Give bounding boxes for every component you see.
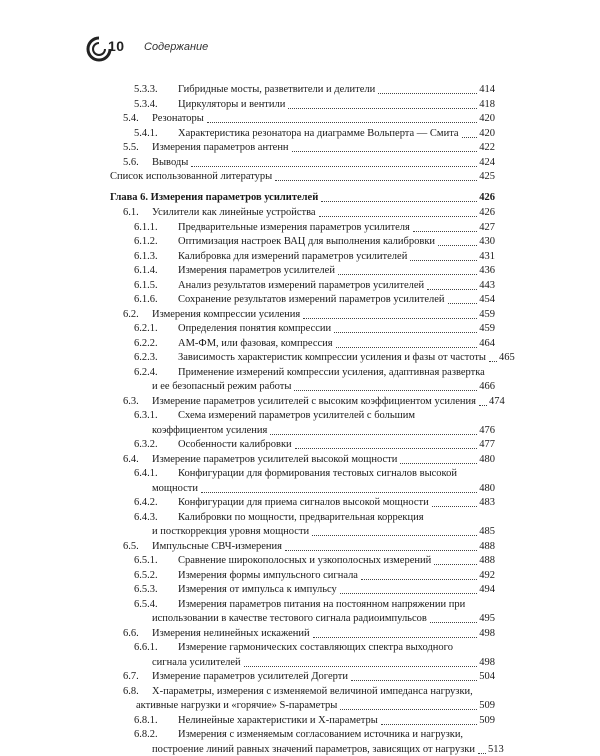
toc-number: 5.3.4. [134,98,158,110]
toc-page-number: 494 [479,584,495,595]
toc-entry [110,191,495,204]
toc-entry [134,467,495,480]
toc-title: Измерения параметров усилителей [178,265,335,276]
toc-number: 6.2.1. [134,323,158,334]
leader-dots [413,231,477,232]
leader-dots [427,289,477,290]
toc-title: Особенности калибровки [178,439,292,450]
leader-dots [191,166,477,167]
toc-entry [123,206,495,219]
toc-entry [123,540,495,553]
toc-entry [134,293,495,306]
toc-page-number: 431 [479,250,495,262]
leader-dots [432,506,477,507]
toc-entry [134,337,495,350]
toc-title: Гибридные мосты, разветвители и делители [178,84,376,95]
toc-entry [110,170,495,183]
toc-number: 6.4. [123,453,139,465]
toc-page-number: 498 [479,627,495,639]
toc-page-number: 509 [479,714,495,726]
leader-dots [292,151,478,152]
leader-dots [321,201,477,202]
toc-entry-continuation [152,424,495,437]
toc-title: Определения понятия компрессии [178,323,332,334]
toc-entry-continuation [152,525,495,538]
toc-entry [123,395,505,408]
toc-page-number: 480 [479,453,495,465]
toc-number: 6.8.1. [134,714,158,726]
toc-page-number: 509 [479,700,495,711]
toc-entry [123,112,495,125]
toc-number: 6.1.6. [134,294,158,305]
toc-page-number: 427 [479,221,495,233]
toc-page-number: 495 [479,613,495,624]
toc-page-number: 476 [479,424,495,436]
toc-entry-continuation [152,482,495,495]
toc-entry [134,641,495,654]
toc-title: Предварительные измерения параметров усилителя [178,221,410,233]
toc-title: Измерения параметров питания на постоянном напряжении при [178,598,466,610]
toc-number: 6.1.1. [134,221,158,233]
toc-number: 6.4.1. [134,468,158,479]
leader-dots [462,137,478,138]
leader-dots [275,180,477,181]
leader-dots [312,535,477,536]
toc-title: Конфигурации для приема сигналов высокой мощности [178,497,429,508]
toc-entry [134,264,495,277]
leader-dots [438,245,477,246]
toc-page-number: 425 [479,171,495,182]
toc-number: 6.2.3. [134,352,158,363]
toc-title: Х-параметры, измерения с изменяемой величиной импеданса нагрузки, [152,685,473,697]
toc-number: 6.5. [123,540,139,552]
toc-page-number: 422 [479,142,495,153]
toc-page-number: 418 [479,98,495,110]
leader-dots [303,318,477,319]
toc-title: Измерение гармонических составляющих спектра выходного [178,642,453,653]
leader-dots [336,347,478,348]
toc-number: 6.2. [123,308,139,320]
toc-number: 6.8. [123,685,139,697]
toc-title: Глава 6. Измерения параметров усилителей [110,191,319,203]
toc-entry [123,670,495,683]
toc-number: 6.6.1. [134,642,158,653]
toc-title: Оптимизация настроек ВАЦ для выполнения калибровки [178,236,436,247]
leader-dots [288,108,477,109]
leader-dots [334,332,477,333]
toc-number: 5.4.1. [134,127,158,139]
toc-entry [134,598,495,611]
running-title: Содержание [144,41,209,53]
toc-number: 6.5.1. [134,555,158,566]
toc-entry-continuation [136,699,495,712]
toc-entry-continuation [152,380,495,393]
leader-dots [400,463,477,464]
toc-title: АМ-ФМ, или фазовая, компрессия [178,337,333,349]
toc-page-number: 436 [479,265,495,276]
leader-dots [319,216,478,217]
toc-page-number: 483 [479,497,495,508]
toc-title: и ее безопасный режим работы [152,381,292,392]
leader-dots [430,622,477,623]
toc-number: 6.8.2. [134,729,158,740]
toc-page-number: 504 [479,671,495,682]
toc-entry [123,141,495,154]
toc-title: Импульсные СВЧ-измерения [152,540,282,552]
toc-entry [134,569,495,582]
toc-page-number: 454 [479,294,495,305]
toc-page-number: 480 [479,482,495,494]
toc-title: мощности [152,482,198,494]
toc-number: 6.5.2. [134,569,158,581]
toc-entry [134,511,495,524]
toc-page-number: 459 [479,308,495,320]
toc-title: Конфигурации для формирования тестовых сигналов высокой [178,468,457,479]
toc-number: 6.7. [123,671,139,682]
toc-title: Измерение параметров усилителей высокой мощности [152,453,398,465]
toc-number: 6.1.2. [134,236,158,247]
toc-title: Сравнение широкополосных и узкополосных измерений [178,555,432,566]
toc-title: Резонаторы [152,113,204,124]
toc-title: Измерения компрессии усиления [152,308,301,320]
toc-entry-continuation [152,612,495,625]
leader-dots [313,637,478,638]
toc-title: Измерения с изменяемым согласованием источника и нагрузки, [178,729,464,740]
toc-entry [134,496,495,509]
toc-entry [123,627,495,640]
toc-page-number: 488 [479,555,495,566]
leader-dots [294,390,477,391]
toc-page-number: 443 [479,279,495,291]
leader-dots [207,122,477,123]
toc-page-number: 464 [479,337,495,349]
toc-entry [134,98,495,111]
toc-title: коэффициентом усиления [152,424,268,436]
toc-number: 6.5.4. [134,598,158,610]
leader-dots [361,579,477,580]
toc-page-number: 426 [479,207,495,218]
leader-dots [381,724,477,725]
toc-number: 5.3.3. [134,84,158,95]
toc-page-number: 424 [479,156,495,168]
leader-dots [478,753,486,754]
leader-dots [285,550,477,551]
toc-number: 6.1.3. [134,250,158,262]
leader-dots [489,361,497,362]
leader-dots [338,274,477,275]
toc-number: 6.3. [123,395,139,407]
toc-number: 6.3.1. [134,410,158,421]
toc-entry [134,250,495,263]
toc-title: Измерения от импульса к импульсу [178,584,337,595]
toc-page-number: 492 [479,569,495,581]
toc-title: сигнала усилителей [152,656,241,668]
toc-entry [134,235,495,248]
toc-title: использовании в качестве тестового сигнала радиоимпульсов [152,613,427,624]
toc-page-number: 420 [479,127,495,139]
toc-entry [134,583,495,596]
toc-title: Измерения нелинейных искажений [152,627,310,639]
toc-page-number: 420 [479,113,495,124]
leader-dots [479,405,487,406]
toc-title: Применение измерений компрессии усиления, адаптивная развертка [178,366,485,378]
toc-number: 6.5.3. [134,584,158,595]
toc-title: построение линий равных значений параметров, зависящих от нагрузки [152,743,476,755]
toc-page-number: 430 [479,236,495,247]
toc-title: и посткоррекция уровня мощности [152,526,310,537]
leader-dots [448,303,478,304]
toc-entry [134,728,495,741]
toc-number: 5.5. [123,142,139,153]
toc-title: Усилители как линейные устройства [152,207,316,218]
toc-page-number: 466 [479,381,495,392]
toc-page-number: 459 [479,323,495,334]
page-number: 10 [108,38,125,54]
toc-page-number: 477 [479,439,495,450]
toc-entry [134,438,495,451]
leader-dots [295,448,478,449]
toc-number: 6.1.5. [134,279,158,291]
toc-number: 6.4.3. [134,511,158,523]
toc-page-number: 513 [488,743,504,755]
toc-page-number: 414 [479,84,495,95]
toc-entry-continuation [152,656,495,669]
toc-page-number: 465 [498,352,515,363]
toc-entry [134,83,495,96]
leader-dots [340,709,477,710]
toc-title: Анализ результатов измерений параметров усилителей [178,279,425,291]
toc-title: Измерение параметров усилителей с высоким коэффициентом усиления [152,395,476,407]
toc-entry [123,453,495,466]
toc-number: 6.3.2. [134,439,158,450]
toc-title: Зависимость характеристик компрессии усиления и фазы от частоты [178,352,486,363]
toc-number: 6.4.2. [134,497,158,508]
toc-number: 6.2.4. [134,366,158,378]
toc-title: Циркуляторы и вентили [178,98,286,110]
leader-dots [201,492,477,493]
leader-dots [351,680,477,681]
toc-entry [134,127,495,140]
toc-number: 6.6. [123,627,139,639]
toc-entry [134,279,495,292]
toc-title: Схема измерений параметров усилителей с большим [178,410,416,421]
toc-title: Сохранение результатов измерений параметров усилителей [178,294,445,305]
leader-dots [378,93,477,94]
toc-title: Список использованной литературы [110,171,273,182]
toc-title: Нелинейные характеристики и Х-параметры [178,714,378,726]
toc-number: 6.1. [123,207,139,218]
toc-entry [134,714,495,727]
toc-title: активные нагрузки и «горячие» S-параметры [136,700,338,711]
leader-dots [270,434,477,435]
toc-number: 6.2.2. [134,337,158,349]
toc-page-number: 485 [479,526,495,537]
toc-entry [134,366,495,379]
toc-title: Характеристика резонатора на диаграмме Вольперта — Смита [178,127,459,139]
toc-entry [134,409,495,422]
toc-title: Калибровки по мощности, предварительная коррекция [178,511,424,523]
toc-entry [123,308,495,321]
toc-entry [134,221,495,234]
toc-entry [134,322,495,335]
leader-dots [410,260,477,261]
toc-entry [123,156,495,169]
toc-entry [134,554,495,567]
toc-number: 6.1.4. [134,265,158,276]
toc-title: Измерения формы импульсного сигнала [178,569,358,581]
leader-dots [340,593,477,594]
toc-entry [123,685,495,698]
toc-page-number: 498 [479,656,495,668]
toc-page-number: 474 [488,395,505,407]
toc-title: Выводы [152,156,189,168]
toc-title: Измерения параметров антенн [152,142,289,153]
toc-title: Измерение параметров усилителей Догерти [152,671,348,682]
toc-page-number: 426 [479,191,495,203]
toc-entry [134,351,515,364]
toc-title: Калибровка для измерений параметров усилителей [178,250,408,262]
toc-number: 5.4. [123,113,139,124]
leader-dots [434,564,477,565]
toc-page-number: 488 [479,540,495,552]
leader-dots [244,666,478,667]
toc-entry-continuation [152,743,504,756]
toc-number: 5.6. [123,156,139,168]
